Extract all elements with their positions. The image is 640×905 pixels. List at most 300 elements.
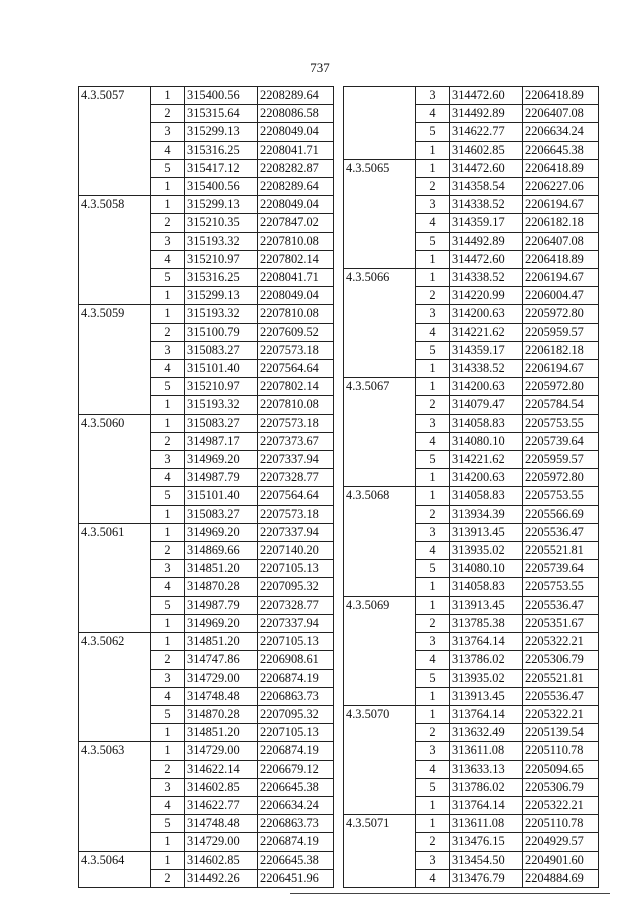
point-number: 4 — [151, 141, 185, 159]
x-coordinate: 314492.26 — [185, 869, 258, 887]
y-coordinate: 2205753.55 — [523, 487, 599, 505]
y-coordinate: 2206194.67 — [523, 269, 599, 287]
x-coordinate: 314058.83 — [450, 487, 523, 505]
point-number: 5 — [416, 451, 450, 469]
x-coordinate: 314622.77 — [185, 796, 258, 814]
point-number: 2 — [151, 869, 185, 887]
table-row — [79, 851, 334, 869]
y-coordinate: 2207810.08 — [258, 232, 334, 250]
y-coordinate: 2207095.32 — [258, 578, 334, 596]
y-coordinate: 2205972.80 — [523, 305, 599, 323]
point-number: 4 — [416, 323, 450, 341]
y-coordinate: 2206634.24 — [258, 796, 334, 814]
x-coordinate: 314602.85 — [185, 778, 258, 796]
x-coordinate: 315210.97 — [185, 250, 258, 268]
y-coordinate: 2205110.78 — [523, 742, 599, 760]
x-coordinate: 314221.62 — [450, 323, 523, 341]
x-coordinate: 313913.45 — [450, 523, 523, 541]
point-number: 3 — [151, 778, 185, 796]
y-coordinate: 2205739.64 — [523, 560, 599, 578]
point-number: 1 — [151, 178, 185, 196]
y-coordinate: 2207105.13 — [258, 724, 334, 742]
point-number: 3 — [416, 742, 450, 760]
point-number: 1 — [151, 87, 185, 105]
point-number: 1 — [416, 378, 450, 396]
y-coordinate: 2206418.89 — [523, 250, 599, 268]
y-coordinate: 2205972.80 — [523, 469, 599, 487]
x-coordinate: 315316.25 — [185, 269, 258, 287]
y-coordinate: 2206874.19 — [258, 742, 334, 760]
x-coordinate: 314869.66 — [185, 542, 258, 560]
y-coordinate: 2205521.81 — [523, 542, 599, 560]
y-coordinate: 2207337.94 — [258, 451, 334, 469]
x-coordinate: 315299.13 — [185, 196, 258, 214]
point-number: 1 — [151, 505, 185, 523]
x-coordinate: 314338.52 — [450, 269, 523, 287]
point-number: 2 — [416, 396, 450, 414]
point-number: 1 — [151, 633, 185, 651]
x-coordinate: 313786.02 — [450, 778, 523, 796]
y-coordinate: 2206908.61 — [258, 651, 334, 669]
point-number: 1 — [151, 614, 185, 632]
x-coordinate: 314338.52 — [450, 196, 523, 214]
y-coordinate: 2207328.77 — [258, 596, 334, 614]
y-coordinate: 2208041.71 — [258, 141, 334, 159]
x-coordinate: 314200.63 — [450, 305, 523, 323]
point-number: 2 — [416, 614, 450, 632]
parcel-id: 4.3.5068 — [344, 487, 416, 596]
y-coordinate: 2206418.89 — [523, 159, 599, 177]
x-coordinate: 315299.13 — [185, 123, 258, 141]
point-number: 5 — [151, 269, 185, 287]
y-coordinate: 2206418.89 — [523, 87, 599, 105]
x-coordinate: 314602.85 — [450, 141, 523, 159]
y-coordinate: 2207564.64 — [258, 360, 334, 378]
parcel-id: 4.3.5057 — [79, 87, 151, 196]
y-coordinate: 2207802.14 — [258, 250, 334, 268]
x-coordinate: 314358.54 — [450, 178, 523, 196]
point-number: 4 — [151, 796, 185, 814]
y-coordinate: 2206863.73 — [258, 815, 334, 833]
x-coordinate: 314747.86 — [185, 651, 258, 669]
x-coordinate: 313633.13 — [450, 760, 523, 778]
x-coordinate: 313935.02 — [450, 669, 523, 687]
x-coordinate: 313934.39 — [450, 505, 523, 523]
y-coordinate: 2204884.69 — [523, 869, 599, 887]
page-number: 737 — [310, 60, 330, 75]
y-coordinate: 2206679.12 — [258, 760, 334, 778]
table-body-right — [344, 87, 599, 888]
x-coordinate: 314080.10 — [450, 432, 523, 450]
x-coordinate: 314851.20 — [185, 724, 258, 742]
point-number: 1 — [151, 305, 185, 323]
coordinates-table-right — [343, 86, 599, 888]
y-coordinate: 2207564.64 — [258, 487, 334, 505]
y-coordinate: 2205972.80 — [523, 378, 599, 396]
point-number: 3 — [151, 560, 185, 578]
y-coordinate: 2206407.08 — [523, 232, 599, 250]
parcel-id: 4.3.5062 — [79, 633, 151, 742]
y-coordinate: 2207847.02 — [258, 214, 334, 232]
x-coordinate: 314200.63 — [450, 378, 523, 396]
point-number: 4 — [416, 105, 450, 123]
point-number: 1 — [416, 159, 450, 177]
x-coordinate: 313764.14 — [450, 633, 523, 651]
x-coordinate: 314987.17 — [185, 432, 258, 450]
point-number: 4 — [151, 687, 185, 705]
point-number: 1 — [416, 796, 450, 814]
point-number: 1 — [151, 742, 185, 760]
x-coordinate: 315417.12 — [185, 159, 258, 177]
point-number: 2 — [151, 214, 185, 232]
point-number: 4 — [151, 469, 185, 487]
x-coordinate: 314870.28 — [185, 578, 258, 596]
x-coordinate: 315100.79 — [185, 323, 258, 341]
table-row — [344, 159, 599, 177]
x-coordinate: 314221.62 — [450, 451, 523, 469]
point-number: 2 — [151, 323, 185, 341]
point-number: 2 — [151, 760, 185, 778]
point-number: 3 — [151, 123, 185, 141]
y-coordinate: 2207095.32 — [258, 705, 334, 723]
y-coordinate: 2205351.67 — [523, 614, 599, 632]
y-coordinate: 2205322.21 — [523, 796, 599, 814]
point-number: 5 — [416, 341, 450, 359]
point-number: 4 — [416, 432, 450, 450]
x-coordinate: 314748.48 — [185, 687, 258, 705]
point-number: 2 — [151, 105, 185, 123]
x-coordinate: 313632.49 — [450, 724, 523, 742]
table-row — [344, 269, 599, 287]
x-coordinate: 314851.20 — [185, 633, 258, 651]
table-row — [344, 487, 599, 505]
point-number: 4 — [416, 651, 450, 669]
y-coordinate: 2206451.96 — [258, 869, 334, 887]
y-coordinate: 2205739.64 — [523, 432, 599, 450]
parcel-id: 4.3.5066 — [344, 269, 416, 378]
x-coordinate: 314359.17 — [450, 214, 523, 232]
point-number: 4 — [151, 250, 185, 268]
x-coordinate: 314969.20 — [185, 523, 258, 541]
table-row — [344, 87, 599, 105]
x-coordinate: 315400.56 — [185, 178, 258, 196]
point-number: 1 — [151, 196, 185, 214]
parcel-id: 4.3.5063 — [79, 742, 151, 851]
x-coordinate: 315210.97 — [185, 378, 258, 396]
point-number: 1 — [416, 578, 450, 596]
point-number: 3 — [151, 341, 185, 359]
y-coordinate: 2206874.19 — [258, 669, 334, 687]
point-number: 4 — [416, 214, 450, 232]
x-coordinate: 314220.99 — [450, 287, 523, 305]
y-coordinate: 2208049.04 — [258, 287, 334, 305]
x-coordinate: 313785.38 — [450, 614, 523, 632]
y-coordinate: 2207140.20 — [258, 542, 334, 560]
x-coordinate: 315315.64 — [185, 105, 258, 123]
y-coordinate: 2205536.47 — [523, 596, 599, 614]
point-number: 5 — [151, 487, 185, 505]
y-coordinate: 2206194.67 — [523, 360, 599, 378]
point-number: 1 — [151, 523, 185, 541]
point-number: 1 — [151, 851, 185, 869]
table-row — [344, 705, 599, 723]
point-number: 4 — [416, 869, 450, 887]
point-number: 4 — [151, 578, 185, 596]
y-coordinate: 2205322.21 — [523, 633, 599, 651]
parcel-id: 4.3.5067 — [344, 378, 416, 487]
x-coordinate: 314729.00 — [185, 669, 258, 687]
y-coordinate: 2205139.54 — [523, 724, 599, 742]
point-number: 5 — [151, 159, 185, 177]
x-coordinate: 313764.14 — [450, 796, 523, 814]
point-number: 2 — [416, 178, 450, 196]
point-number: 5 — [416, 232, 450, 250]
x-coordinate: 314987.79 — [185, 596, 258, 614]
parcel-id: 4.3.5071 — [344, 815, 416, 888]
point-number: 5 — [416, 669, 450, 687]
x-coordinate: 313476.15 — [450, 833, 523, 851]
x-coordinate: 313913.45 — [450, 687, 523, 705]
point-number: 5 — [151, 815, 185, 833]
y-coordinate: 2205110.78 — [523, 815, 599, 833]
point-number: 3 — [151, 232, 185, 250]
y-coordinate: 2207573.18 — [258, 414, 334, 432]
point-number: 4 — [416, 760, 450, 778]
x-coordinate: 313454.50 — [450, 851, 523, 869]
y-coordinate: 2208049.04 — [258, 123, 334, 141]
point-number: 2 — [151, 651, 185, 669]
parcel-id: 4.3.5064 — [79, 851, 151, 887]
y-coordinate: 2205753.55 — [523, 578, 599, 596]
x-coordinate: 314851.20 — [185, 560, 258, 578]
point-number: 1 — [416, 815, 450, 833]
x-coordinate: 315083.27 — [185, 341, 258, 359]
point-number: 5 — [151, 378, 185, 396]
y-coordinate: 2207810.08 — [258, 305, 334, 323]
y-coordinate: 2206194.67 — [523, 196, 599, 214]
y-coordinate: 2205959.57 — [523, 323, 599, 341]
y-coordinate: 2206645.38 — [258, 851, 334, 869]
x-coordinate: 314472.60 — [450, 159, 523, 177]
y-coordinate: 2206874.19 — [258, 833, 334, 851]
x-coordinate: 314602.85 — [185, 851, 258, 869]
point-number: 1 — [151, 724, 185, 742]
y-coordinate: 2204929.57 — [523, 833, 599, 851]
x-coordinate: 314969.20 — [185, 451, 258, 469]
x-coordinate: 314338.52 — [450, 360, 523, 378]
y-coordinate: 2206645.38 — [258, 778, 334, 796]
y-coordinate: 2207328.77 — [258, 469, 334, 487]
point-number: 1 — [416, 141, 450, 159]
point-number: 3 — [416, 523, 450, 541]
table-row — [79, 305, 334, 323]
table-row — [79, 523, 334, 541]
x-coordinate: 314492.89 — [450, 105, 523, 123]
point-number: 1 — [416, 269, 450, 287]
point-number: 2 — [151, 542, 185, 560]
y-coordinate: 2207802.14 — [258, 378, 334, 396]
x-coordinate: 315193.32 — [185, 232, 258, 250]
y-coordinate: 2207609.52 — [258, 323, 334, 341]
x-coordinate: 313935.02 — [450, 542, 523, 560]
point-number: 2 — [416, 505, 450, 523]
point-number: 4 — [151, 360, 185, 378]
point-number: 1 — [416, 596, 450, 614]
point-number: 2 — [416, 724, 450, 742]
point-number: 3 — [151, 669, 185, 687]
point-number: 2 — [151, 432, 185, 450]
table-row — [79, 742, 334, 760]
point-number: 5 — [151, 705, 185, 723]
y-coordinate: 2208282.87 — [258, 159, 334, 177]
point-number: 1 — [151, 287, 185, 305]
x-coordinate: 315193.32 — [185, 396, 258, 414]
point-number: 3 — [416, 87, 450, 105]
y-coordinate: 2205959.57 — [523, 451, 599, 469]
x-coordinate: 315193.32 — [185, 305, 258, 323]
y-coordinate: 2206227.06 — [523, 178, 599, 196]
x-coordinate: 314870.28 — [185, 705, 258, 723]
point-number: 4 — [416, 542, 450, 560]
y-coordinate: 2206182.18 — [523, 214, 599, 232]
y-coordinate: 2207337.94 — [258, 523, 334, 541]
x-coordinate: 314079.47 — [450, 396, 523, 414]
y-coordinate: 2205322.21 — [523, 705, 599, 723]
point-number: 1 — [151, 414, 185, 432]
parcel-id: 4.3.5061 — [79, 523, 151, 632]
y-coordinate: 2205753.55 — [523, 414, 599, 432]
point-number: 3 — [151, 451, 185, 469]
table-row — [344, 815, 599, 833]
table-row — [79, 633, 334, 651]
point-number: 1 — [416, 250, 450, 268]
y-coordinate: 2207373.67 — [258, 432, 334, 450]
y-coordinate: 2206407.08 — [523, 105, 599, 123]
x-coordinate: 314622.14 — [185, 760, 258, 778]
y-coordinate: 2207810.08 — [258, 396, 334, 414]
x-coordinate: 313786.02 — [450, 651, 523, 669]
x-coordinate: 313476.79 — [450, 869, 523, 887]
point-number: 1 — [416, 487, 450, 505]
x-coordinate: 314058.83 — [450, 578, 523, 596]
x-coordinate: 314058.83 — [450, 414, 523, 432]
x-coordinate: 313611.08 — [450, 815, 523, 833]
parcel-id: 4.3.5059 — [79, 305, 151, 414]
y-coordinate: 2205536.47 — [523, 523, 599, 541]
table-body-left — [79, 87, 334, 888]
y-coordinate: 2208086.58 — [258, 105, 334, 123]
y-coordinate: 2207573.18 — [258, 341, 334, 359]
y-coordinate: 2205306.79 — [523, 778, 599, 796]
x-coordinate: 313611.08 — [450, 742, 523, 760]
point-number: 3 — [416, 851, 450, 869]
point-number: 3 — [416, 414, 450, 432]
point-number: 5 — [151, 596, 185, 614]
table-row — [79, 87, 334, 105]
y-coordinate: 2206634.24 — [523, 123, 599, 141]
point-number: 3 — [416, 196, 450, 214]
x-coordinate: 314622.77 — [450, 123, 523, 141]
point-number: 1 — [151, 833, 185, 851]
x-coordinate: 314492.89 — [450, 232, 523, 250]
y-coordinate: 2206645.38 — [523, 141, 599, 159]
point-number: 1 — [416, 687, 450, 705]
x-coordinate: 314987.79 — [185, 469, 258, 487]
y-coordinate: 2206863.73 — [258, 687, 334, 705]
point-number: 2 — [416, 287, 450, 305]
y-coordinate: 2208289.64 — [258, 178, 334, 196]
x-coordinate: 314359.17 — [450, 341, 523, 359]
x-coordinate: 314748.48 — [185, 815, 258, 833]
point-number: 5 — [416, 778, 450, 796]
point-number: 5 — [416, 560, 450, 578]
x-coordinate: 313764.14 — [450, 705, 523, 723]
bottom-rule — [290, 893, 610, 894]
y-coordinate: 2206182.18 — [523, 341, 599, 359]
x-coordinate: 314080.10 — [450, 560, 523, 578]
y-coordinate: 2207337.94 — [258, 614, 334, 632]
parcel-id: 4.3.5070 — [344, 705, 416, 814]
y-coordinate: 2205094.65 — [523, 760, 599, 778]
x-coordinate: 315083.27 — [185, 505, 258, 523]
x-coordinate: 315083.27 — [185, 414, 258, 432]
table-row — [79, 196, 334, 214]
table-row — [344, 596, 599, 614]
y-coordinate: 2205521.81 — [523, 669, 599, 687]
point-number: 5 — [416, 123, 450, 141]
parcel-id: 4.3.5065 — [344, 159, 416, 268]
coordinates-table-left — [78, 86, 334, 888]
y-coordinate: 2208041.71 — [258, 269, 334, 287]
point-number: 1 — [416, 360, 450, 378]
point-number: 1 — [416, 469, 450, 487]
x-coordinate: 315316.25 — [185, 141, 258, 159]
y-coordinate: 2207105.13 — [258, 633, 334, 651]
table-row — [344, 378, 599, 396]
y-coordinate: 2208289.64 — [258, 87, 334, 105]
x-coordinate: 315400.56 — [185, 87, 258, 105]
parcel-id: 4.3.5058 — [79, 196, 151, 305]
x-coordinate: 313913.45 — [450, 596, 523, 614]
x-coordinate: 315210.35 — [185, 214, 258, 232]
x-coordinate: 315101.40 — [185, 487, 258, 505]
x-coordinate: 314969.20 — [185, 614, 258, 632]
y-coordinate: 2205536.47 — [523, 687, 599, 705]
point-number: 1 — [416, 705, 450, 723]
x-coordinate: 315101.40 — [185, 360, 258, 378]
point-number: 3 — [416, 305, 450, 323]
y-coordinate: 2204901.60 — [523, 851, 599, 869]
parcel-id — [344, 87, 416, 160]
x-coordinate: 314729.00 — [185, 833, 258, 851]
x-coordinate: 314729.00 — [185, 742, 258, 760]
y-coordinate: 2207105.13 — [258, 560, 334, 578]
parcel-id: 4.3.5060 — [79, 414, 151, 523]
y-coordinate: 2205306.79 — [523, 651, 599, 669]
point-number: 2 — [416, 833, 450, 851]
y-coordinate: 2206004.47 — [523, 287, 599, 305]
x-coordinate: 315299.13 — [185, 287, 258, 305]
x-coordinate: 314200.63 — [450, 469, 523, 487]
y-coordinate: 2205566.69 — [523, 505, 599, 523]
y-coordinate: 2205784.54 — [523, 396, 599, 414]
point-number: 3 — [416, 633, 450, 651]
y-coordinate: 2208049.04 — [258, 196, 334, 214]
parcel-id: 4.3.5069 — [344, 596, 416, 705]
x-coordinate: 314472.60 — [450, 250, 523, 268]
table-row — [79, 414, 334, 432]
point-number: 1 — [151, 396, 185, 414]
